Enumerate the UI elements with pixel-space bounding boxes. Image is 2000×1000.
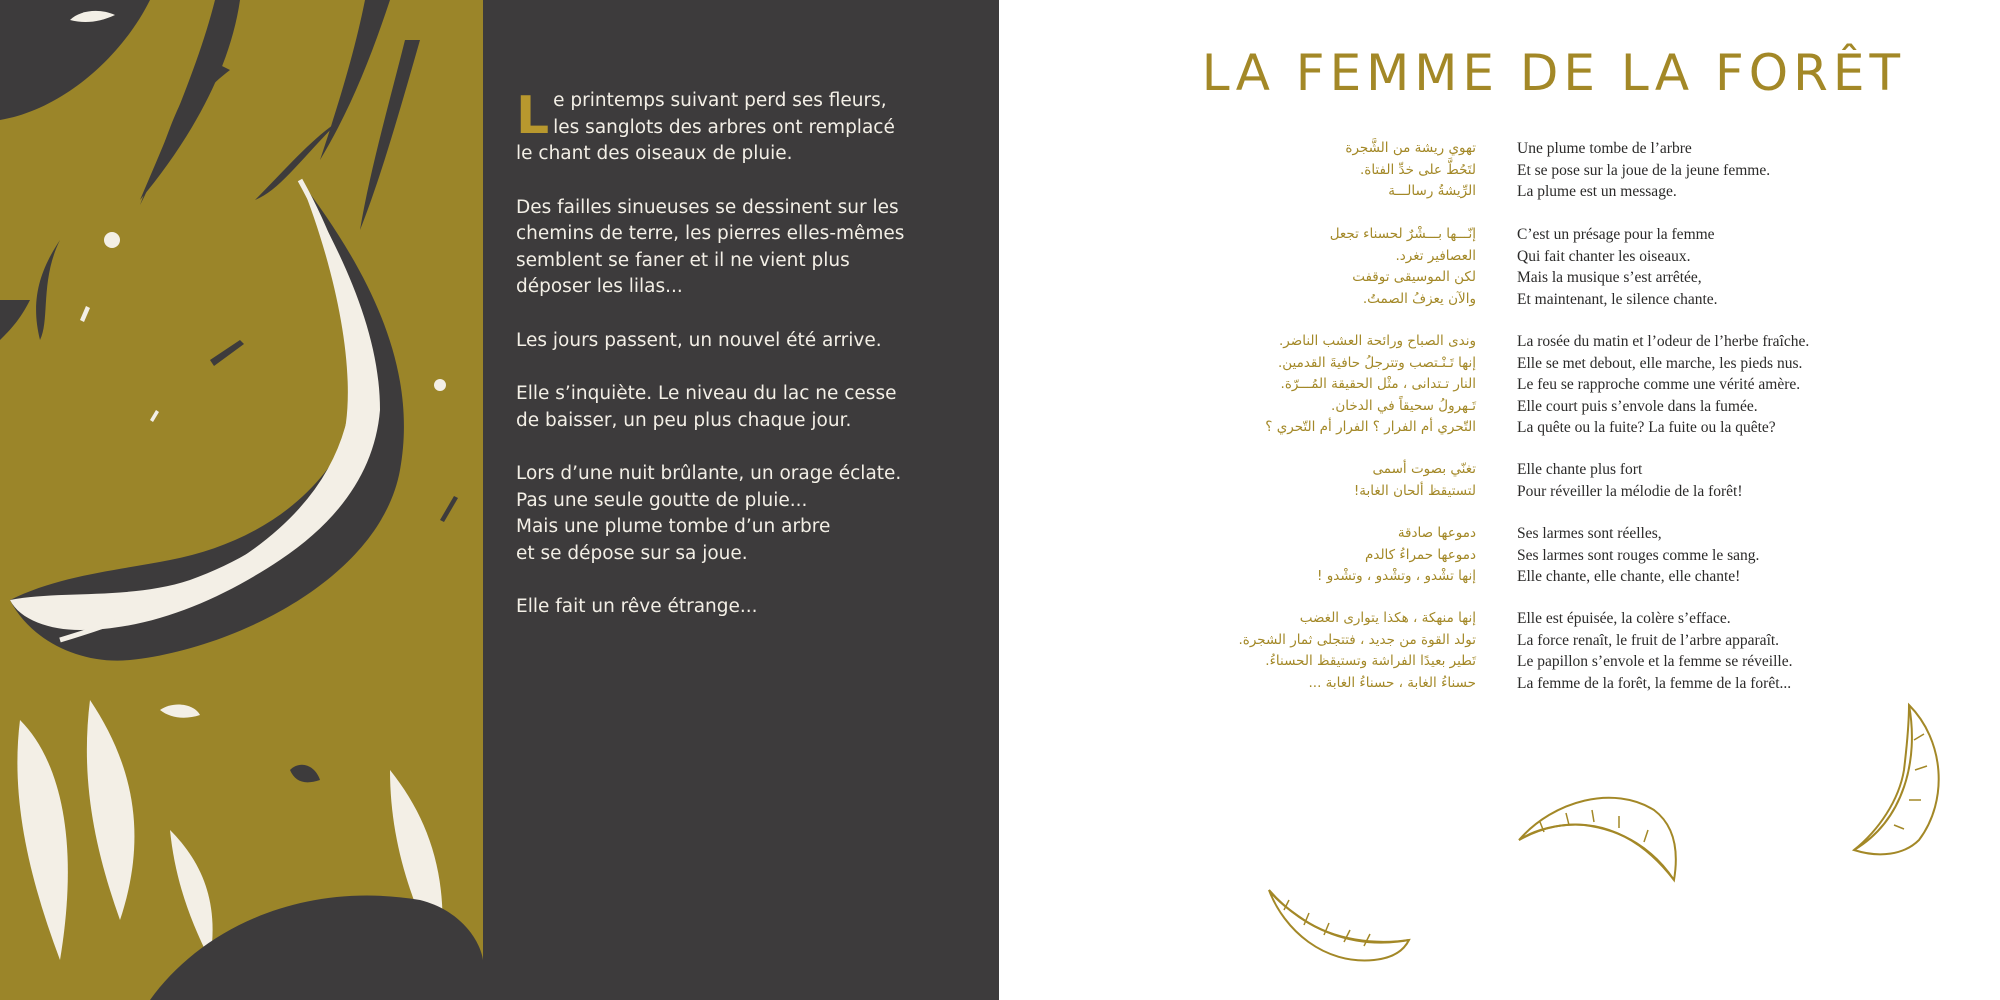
arabic-line: النار تـتدانى ، مثْل الحقيقة المُـــرّة. — [1280, 376, 1476, 392]
french-line: Et maintenant, le silence chante. — [1517, 290, 1718, 308]
story-paragraph-text: e printemps suivant perd ses fleurs, les sanglots des arbres ont remplacé le chant des oiseaux de pluie. — [516, 90, 895, 164]
gold-feather-icon — [1514, 780, 1684, 890]
drop-cap: L — [516, 86, 550, 146]
arabic-line: تَـهرولُ سحيقاً في الدخان. — [1331, 397, 1476, 414]
french-line: Ses larmes sont réelles, — [1517, 525, 1662, 542]
story-paragraph: Lors d’une nuit brûlante, un orage éclate. Pas une seule goutte de pluie... Mais une plume tombe d’un arbre et se dépose sur sa joue. — [516, 463, 902, 564]
french-line: La femme de la forêt, la femme de la forêt... — [1517, 674, 1792, 692]
arabic-line: إنّـــها بـــشْرٌ لحسناء تجعل — [1329, 226, 1476, 242]
french-line: La force renaît, le fruit de l’arbre apparaît. — [1517, 631, 1780, 649]
french-line: Mais la musique s’est arrêtée, — [1517, 269, 1702, 286]
arabic-line: تَطير بعيدًا الفراشة وتستيقظ الحسناءُ. — [1265, 653, 1476, 669]
french-line: Le feu se rapproche comme une vérité amère. — [1517, 376, 1801, 393]
french-verse — [1517, 331, 1937, 439]
french-verse — [1517, 459, 1937, 502]
french-line: Elle est épuisée, la colère s’efface. — [1517, 610, 1731, 627]
arabic-verse — [1146, 331, 1476, 439]
arabic-line: الرِّيشةُ رسالـــة — [1388, 183, 1476, 199]
french-verse — [1517, 224, 1937, 310]
french-line: Le papillon s’envole et la femme se réveille. — [1517, 653, 1793, 670]
story-paragraph: Des failles sinueuses se dessinent sur les chemins de terre, les pierres elles-mêmes semblent se faner et il ne vient plus déposer les lilas... — [516, 196, 905, 297]
arabic-line: لتَحُطَّ على خدِّ الفتاة. — [1359, 161, 1476, 178]
arabic-line: حسناءُ الغابة ، حسناءُ الغابة ... — [1308, 674, 1476, 691]
french-line: Qui fait chanter les oiseaux. — [1517, 247, 1691, 265]
french-line: La rosée du matin et l’odeur de l’herbe fraîche. — [1517, 333, 1810, 350]
arabic-line: العصافير تغرد. — [1395, 247, 1476, 264]
french-line: Ses larmes sont rouges comme le sang. — [1517, 546, 1760, 564]
arabic-line: إنها تَـنْـتصب وتترجلُ حافيةَ القدمين. — [1277, 354, 1476, 371]
french-line: Une plume tombe de l’arbre — [1517, 140, 1692, 157]
feather-and-leaves-illustration — [0, 0, 483, 1000]
french-line: Elle court puis s’envole dans la fumée. — [1517, 397, 1758, 415]
arabic-line: التّحري أم الفرار ؟ الفرار أم التّحري ؟ — [1265, 419, 1476, 435]
arabic-line: إنها منهكة ، هكذا يتوارى الغضب — [1299, 610, 1476, 626]
story-paragraph — [516, 88, 976, 168]
french-verse — [1517, 523, 1937, 588]
arabic-verse — [1146, 224, 1476, 310]
arabic-line: إنها تشْدو ، وتشْدو ، وتشْدو ! — [1317, 568, 1476, 584]
gold-feather-icon — [1264, 870, 1414, 970]
arabic-line: تهوي ريشة من الشَّجرة — [1345, 140, 1476, 156]
poem-title: LA FEMME DE LA FORÊT — [1201, 44, 1905, 102]
story-text — [516, 88, 976, 648]
arabic-line: دموعها حمراءُ كالدم — [1365, 546, 1476, 563]
story-paragraph: Elle s’inquiète. Le niveau du lac ne cesse de baisser, un peu plus chaque jour. — [516, 383, 897, 431]
arabic-verse — [1146, 523, 1476, 588]
french-line: Elle chante, elle chante, elle chante! — [1517, 568, 1741, 585]
story-panel — [483, 0, 999, 1000]
arabic-verse — [1146, 459, 1476, 502]
french-line: Elle chante plus fort — [1517, 461, 1643, 478]
french-line: Elle se met debout, elle marche, les pieds nus. — [1517, 354, 1803, 372]
gold-feather-icon — [1849, 700, 1959, 860]
story-paragraph: Les jours passent, un nouvel été arrive. — [516, 329, 882, 351]
arabic-line: والآن يعزفُ الصمتُ. — [1362, 290, 1476, 307]
story-paragraph: Elle fait un rêve étrange... — [516, 596, 758, 617]
french-line: Et se pose sur la joue de la jeune femme. — [1517, 161, 1771, 179]
arabic-verse — [1146, 138, 1476, 203]
poem-page — [999, 0, 2000, 1000]
arabic-line: تغنّي بصوت أسمى — [1372, 461, 1476, 477]
french-line: Pour réveiller la mélodie de la forêt! — [1517, 482, 1743, 500]
arabic-line: لتستيقظ ألحان الغابة! — [1353, 482, 1476, 499]
arabic-line: لكن الموسيقى توقفت — [1352, 269, 1476, 285]
arabic-line: دموعها صادقة — [1397, 525, 1476, 541]
french-verse — [1517, 608, 1937, 694]
arabic-line: تولد القوة من جديد ، فتتجلى ثمار الشجرة. — [1238, 631, 1476, 648]
french-line: C’est un présage pour la femme — [1517, 226, 1715, 243]
french-line: La quête ou la fuite? La fuite ou la quête? — [1517, 419, 1776, 436]
arabic-verse — [1146, 608, 1476, 694]
feather-illustration-panel — [0, 0, 483, 1000]
french-line: La plume est un message. — [1517, 183, 1677, 200]
arabic-line: وندى الصباح ورائحة العشب الناضر. — [1279, 333, 1476, 349]
french-verse — [1517, 138, 1937, 203]
